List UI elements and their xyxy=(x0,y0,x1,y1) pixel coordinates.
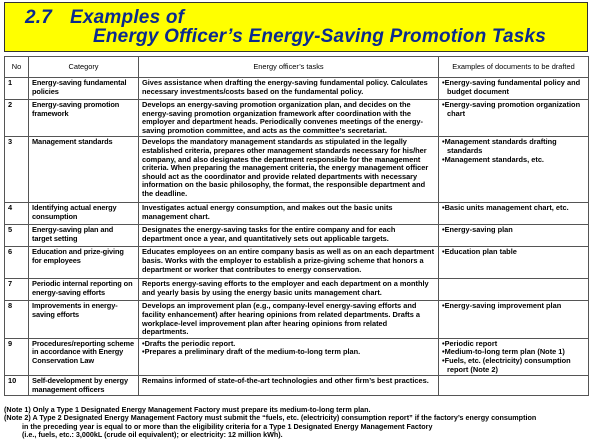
document-item: •Energy-saving fundamental policy and budget document xyxy=(442,78,581,96)
row-tasks: Develops an improvement plan (e.g., company-level energy-saving efforts and facility enhancement) after hearing opinions from related departments. Drafts a workplace-level improvement plan after hearing opinions from related departments. xyxy=(139,301,439,338)
document-item: •Management standards drafting standards xyxy=(442,137,557,155)
row-number: 1 xyxy=(5,78,29,100)
row-category: Energy-saving fundamental policies xyxy=(29,78,139,100)
row-number: 2 xyxy=(5,100,29,137)
row-tasks: Develops the mandatory management standards as stipulated in the legally established criteria, prepares other management standards necessary for his/her company, and also designates the department responsible for the management criteria. When preparing the management criteria, the energy management officer should act as the coordinator and provide related departments with necessary information on the basic philosophy, the format, the responsible department and the deadline. xyxy=(139,137,439,203)
documents-list xyxy=(442,226,585,235)
row-tasks: Remains informed of state-of-the-art technologies and other firm’s best practices. xyxy=(139,376,439,396)
document-item: •Fuels, etc. (electricity) consumption report (Note 2) xyxy=(442,355,571,374)
header-tasks: Energy officer’s tasks xyxy=(139,57,439,78)
row-category: Energy-saving plan and target setting xyxy=(29,225,139,247)
document-item: •Energy-saving plan xyxy=(442,225,513,235)
table-row xyxy=(5,301,589,338)
document-item: •Medium-to-long term plan (Note 1) xyxy=(442,347,565,357)
documents-list xyxy=(442,79,585,96)
table-row xyxy=(5,137,589,203)
footnotes xyxy=(4,406,590,440)
title-line-2: Energy Officer’s Energy-Saving Promotion Tasks xyxy=(93,26,547,47)
row-number: 4 xyxy=(5,203,29,225)
document-item: •Energy-saving promotion organization chart xyxy=(442,100,581,118)
header-category: Category xyxy=(29,57,139,78)
documents-list xyxy=(442,204,585,213)
header-no: No xyxy=(5,57,29,78)
table-row xyxy=(5,279,589,301)
row-number: 6 xyxy=(5,247,29,279)
row-number: 7 xyxy=(5,279,29,301)
documents-list xyxy=(442,340,585,374)
row-number: 8 xyxy=(5,301,29,338)
row-documents xyxy=(439,225,589,247)
row-category: Energy-saving promotion framework xyxy=(29,100,139,137)
row-tasks: Investigates actual energy consumption, and makes out the basic units management chart. xyxy=(139,203,439,225)
table-row xyxy=(5,376,589,396)
note-1: (Note 1) Only a Type 1 Designated Energy Management Factory must prepare its medium-to-long term plan. xyxy=(4,405,371,414)
row-tasks: Designates the energy-saving tasks for the entire company and for each department once a year, and quantitatively sets out applicable targets. xyxy=(139,225,439,247)
table-row xyxy=(5,100,589,137)
row-documents xyxy=(439,203,589,225)
note-2-criteria: (i.e., fuels, etc.: 3,000kL (crude oil equivalent); or electricity: 12 million kWh). xyxy=(22,430,283,440)
header-documents: Examples of documents to be drafted xyxy=(439,57,589,78)
table-header-row xyxy=(5,57,589,78)
row-category: Identifying actual energy consumption xyxy=(29,203,139,225)
table-row xyxy=(5,203,589,225)
table-row xyxy=(5,247,589,279)
row-documents xyxy=(439,301,589,338)
row-documents xyxy=(439,279,589,301)
row-documents xyxy=(439,100,589,137)
document-item: •Basic units management chart, etc. xyxy=(442,203,569,213)
row-documents xyxy=(439,78,589,100)
documents-list xyxy=(442,248,585,257)
row-category: Periodic internal reporting on energy-saving efforts xyxy=(29,279,139,301)
note-2: (Note 2) A Type 2 Designated Energy Management Factory must submit the “fuels, etc. (electricity) consumption report” if the factory’s energy consumption xyxy=(4,413,537,423)
table-row xyxy=(5,78,589,100)
row-category: Self-development by energy management officers xyxy=(29,376,139,396)
row-tasks: Gives assistance when drafting the energy-saving fundamental policy. Calculates necessary investments/costs based on the fundamental policy. xyxy=(139,78,439,100)
row-number: 9 xyxy=(5,338,29,375)
row-documents xyxy=(439,338,589,375)
document-item: •Periodic report xyxy=(442,338,498,348)
table-row xyxy=(5,225,589,247)
documents-list xyxy=(442,138,585,164)
tasks-table xyxy=(4,56,589,396)
table-body xyxy=(5,78,589,396)
document-item: •Education plan table xyxy=(442,247,517,257)
row-number: 3 xyxy=(5,137,29,203)
section-number: 2.7 xyxy=(25,7,53,28)
row-documents xyxy=(439,247,589,279)
row-category: Procedures/reporting scheme in accordance with Energy Conservation Law xyxy=(29,338,139,375)
row-number: 10 xyxy=(5,376,29,396)
table-row xyxy=(5,338,589,375)
row-tasks: Educates employees on an entire company basis as well as on an each department basis. Works with the employer to establish a prize-giving scheme that honors a department or worker that contributes to energy conservation. xyxy=(139,247,439,279)
row-documents xyxy=(439,137,589,203)
documents-list xyxy=(442,101,585,118)
document-item: •Management standards, etc. xyxy=(442,154,544,164)
documents-list xyxy=(442,302,585,311)
row-number: 5 xyxy=(5,225,29,247)
document-item: •Energy-saving improvement plan xyxy=(442,301,562,311)
row-tasks: Reports energy-saving efforts to the employer and each department on a monthly and yearly basis by using the energy basic units management chart. xyxy=(139,279,439,301)
row-tasks: •Drafts the periodic report. •Prepares a preliminary draft of the medium-to-long term plan. xyxy=(139,338,439,375)
title-text-1: Examples of xyxy=(70,7,185,28)
row-category: Education and prize-giving for employees xyxy=(29,247,139,279)
row-tasks: Develops an energy-saving promotion organization plan, and decides on the energy-saving promotion organization framework after coordination with the employer and department heads. Periodically convenes meetings of the energy-saving promotion committee, and acts as the committee’s secretariat. xyxy=(139,100,439,137)
row-category: Management standards xyxy=(29,137,139,203)
note-2-continued: in the preceding year is equal to or more than the eligibility criteria for a Type 1 Designated Energy Management Factory xyxy=(22,421,433,431)
title-banner xyxy=(4,2,588,52)
row-category: Improvements in energy-saving efforts xyxy=(29,301,139,338)
row-documents xyxy=(439,376,589,396)
